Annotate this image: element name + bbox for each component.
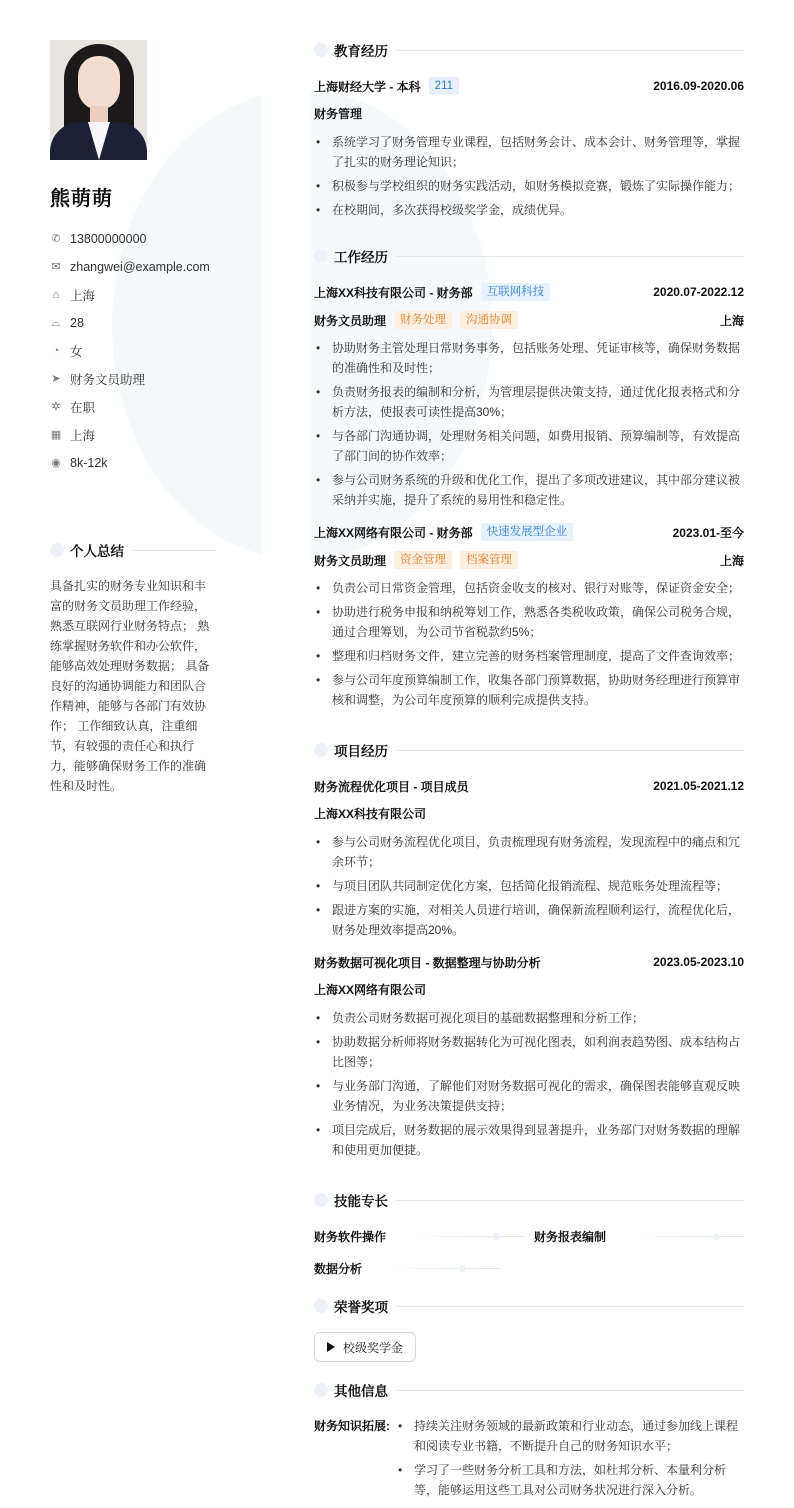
job-skill-tag: 档案管理 (460, 551, 518, 569)
project-date: 2021.05-2021.12 (653, 779, 744, 793)
info-email: ✉ zhangwei@example.com (51, 260, 210, 274)
play-icon (327, 1342, 335, 1352)
section-divider (396, 256, 744, 257)
school-name: 上海财经大学 - 本科 (314, 79, 421, 94)
list-item: • 参与公司财务流程优化项目，负责梳理现有财务流程，发现流程中的痛点和冗余环节； (314, 832, 744, 872)
job-row (314, 522, 744, 542)
job-bullets (314, 578, 744, 710)
list-item: • 协助数据分析师将财务数据转化为可视化图表，如利润表趋势图、成本结构占比图等； (314, 1032, 744, 1072)
job-date: 2023.01-至今 (672, 525, 744, 540)
education-section (314, 40, 744, 224)
skills-header: 技能专长 (314, 1190, 744, 1210)
education-bullets (314, 132, 744, 220)
education-row (314, 76, 744, 96)
work-section (314, 246, 744, 714)
building-icon: ▦ (50, 429, 62, 441)
home-icon: ⌂ (52, 289, 60, 301)
info-age: ⌓ 28 (51, 316, 84, 330)
info-phone: ✆ 13800000000 (51, 232, 147, 246)
info-residence: ⌂ 上海 (50, 281, 216, 309)
job-bullets (314, 338, 744, 510)
info-status: ✲ 在职 (51, 401, 96, 415)
job-company: 上海XX网络有限公司 - 财务部 (314, 525, 473, 540)
summary-title: 个人总结 (70, 544, 124, 559)
project-bullets (314, 832, 744, 940)
list-item: • 负责公司财务数据可视化项目的基础数据整理和分析工作； (314, 1008, 744, 1028)
contact-info-list (50, 225, 216, 477)
job-skill-tag: 资金管理 (394, 551, 452, 569)
skills-section (314, 1190, 744, 1278)
education-major: 财务管理 (314, 107, 363, 121)
list-item: • 协助财务主管处理日常财务事务，包括账务处理、凭证审核等，确保财务数据的准确性和及时性； (314, 338, 744, 378)
awards-section (314, 1296, 744, 1362)
skill-item: 数据分析 (314, 1258, 744, 1278)
job-industry-tag: 快速发展型企业 (481, 523, 574, 541)
summary-text: 具备扎实的财务专业知识和丰富的财务文员助理工作经验，熟悉互联网行业财务特点； 熟练掌握财务软件和办公软件，能够高效处理财务数据； 具备良好的沟通协调能力和团队合作精神，能够与各部门有效协作； 工作细致认真，注重细节，有较强的责任心和执行力，能够确保财务工作的准确性和及时性。 (50, 579, 210, 793)
section-dot-icon (314, 1299, 328, 1313)
send-icon: ➤ (51, 373, 61, 385)
other-bullets (396, 1416, 744, 1504)
job-city: 上海 (719, 553, 744, 568)
section-divider (396, 1390, 744, 1391)
mail-icon: ✉ (51, 261, 61, 273)
project-name: 财务数据可视化项目 - 数据整理与协助分析 (314, 955, 541, 970)
list-item: • 跟进方案的实施，对相关人员进行培训，确保新流程顺利运行，流程优化后，财务处理效率提高20%。 (314, 900, 744, 940)
job-role: 财务文员助理 (314, 553, 387, 568)
project-name: 财务流程优化项目 - 项目成员 (314, 779, 469, 794)
left-column (50, 40, 216, 793)
education-header: 教育经历 (314, 40, 744, 60)
avatar (50, 40, 147, 160)
info-gender: ◔ 女 (50, 337, 216, 365)
skill-bar (370, 1268, 500, 1269)
section-dot-icon (314, 43, 328, 57)
job-role-row (314, 550, 744, 570)
project-org: 上海XX网络有限公司 (314, 983, 427, 997)
profile-name: 熊萌萌 (50, 188, 113, 210)
list-item: • 与项目团队共同制定优化方案，包括简化报销流程、规范账务处理流程等； (314, 876, 744, 896)
skill-item: 财务报表编制 (534, 1226, 744, 1246)
skill-item: 财务软件操作 (314, 1226, 534, 1246)
summary-header (50, 540, 216, 560)
awards-header: 荣誉奖项 (314, 1296, 744, 1316)
salary-icon: ◉ (51, 457, 61, 469)
list-item: • 与业务部门沟通，了解他们对财务数据可视化的需求，确保图表能够直观反映业务情况，为业务决策提供支持； (314, 1076, 744, 1116)
job-industry-tag: 互联网科技 (481, 283, 551, 301)
projects-header: 项目经历 (314, 740, 744, 760)
projects-section (314, 740, 744, 1164)
job-city: 上海 (719, 313, 744, 328)
project-bullets (314, 1008, 744, 1160)
list-item: • 整理和归档财务文件，建立完善的财务档案管理制度，提高了文件查询效率； (314, 646, 744, 666)
other-info-block (314, 1416, 744, 1504)
job-company: 上海XX科技有限公司 - 财务部 (314, 285, 473, 300)
section-divider (396, 1306, 744, 1307)
section-divider (396, 750, 744, 751)
status-icon: ✲ (51, 401, 61, 413)
gender-icon: ◔ (52, 345, 60, 357)
other-label: 财务知识拓展: (314, 1419, 390, 1433)
section-dot-icon (50, 543, 64, 557)
list-item: • 参与公司年度预算编制工作，收集各部门预算数据，协助财务经理进行预算审核和调整，为公司年度预算的顺利完成提供支持。 (314, 670, 744, 710)
job-date: 2020.07-2022.12 (653, 285, 744, 299)
age-icon: ⌓ (51, 317, 61, 329)
work-header: 工作经历 (314, 246, 744, 266)
job-skill-tag: 沟通协调 (460, 311, 518, 329)
list-item: • 负责财务报表的编制和分析，为管理层提供决策支持，通过优化报表格式和分析方法，使报表可读性提高30%； (314, 382, 744, 422)
job-role-row (314, 310, 744, 330)
list-item: • 系统学习了财务管理专业课程，包括财务会计、成本会计、财务管理等，掌握了扎实的财务理论知识； (314, 132, 744, 172)
education-date: 2016.09-2020.06 (653, 79, 744, 93)
section-divider (396, 50, 744, 51)
list-item: • 积极参与学校组织的财务实践活动，如财务模拟竞赛，锻炼了实际操作能力； (314, 176, 744, 196)
list-item: • 协助进行税务申报和纳税筹划工作，熟悉各类税收政策，确保公司税务合规，通过合理筹划，为公司节省税款约5%； (314, 602, 744, 642)
project-date: 2023.05-2023.10 (653, 955, 744, 969)
section-dot-icon (314, 743, 328, 757)
list-item: • 持续关注财务领域的最新政策和行业动态，通过参加线上课程和阅读专业书籍，不断提升自己的财务知识水平； (396, 1416, 744, 1456)
list-item: • 项目完成后，财务数据的展示效果得到显著提升，业务部门对财务数据的理解和使用更加便捷。 (314, 1120, 744, 1160)
info-salary: ◉ 8k-12k (51, 456, 108, 470)
skill-bar (394, 1236, 524, 1237)
list-item: • 学习了一些财务分析工具和方法，如杜邦分析、本量利分析等，能够运用这些工具对公司财务状况进行深入分析。 (396, 1460, 744, 1500)
other-header: 其他信息 (314, 1380, 744, 1400)
phone-icon: ✆ (51, 233, 61, 245)
section-divider (396, 1200, 744, 1201)
job-skill-tag: 财务处理 (394, 311, 452, 329)
list-item: • 在校期间，多次获得校级奖学金，成绩优异。 (314, 200, 744, 220)
list-item: • 负责公司日常资金管理，包括资金收支的核对、银行对账等，保证资金安全； (314, 578, 744, 598)
list-item: • 与各部门沟通协调，处理财务相关问题，如费用报销、预算编制等，有效提高了部门间的协作效率； (314, 426, 744, 466)
section-dot-icon (314, 1383, 328, 1397)
award-item[interactable]: 校级奖学金 (314, 1332, 416, 1362)
section-dot-icon (314, 1193, 328, 1207)
job-row (314, 282, 744, 302)
section-divider (132, 550, 216, 551)
info-position: ➤ 财务文员助理 (51, 373, 146, 387)
info-city: ▦ 上海 (50, 429, 96, 443)
list-item: • 参与公司财务系统的升级和优化工作，提出了多项改进建议，其中部分建议被采纳并实施，提升了系统的易用性和稳定性。 (314, 470, 744, 510)
background-decoration-cut (262, 85, 310, 560)
project-row (314, 952, 744, 972)
job-role: 财务文员助理 (314, 313, 387, 328)
project-row (314, 776, 744, 796)
other-section (314, 1380, 744, 1504)
project-org: 上海XX科技有限公司 (314, 807, 427, 821)
skill-bar (614, 1236, 744, 1237)
section-dot-icon (314, 249, 328, 263)
school-tag: 211 (429, 77, 459, 95)
